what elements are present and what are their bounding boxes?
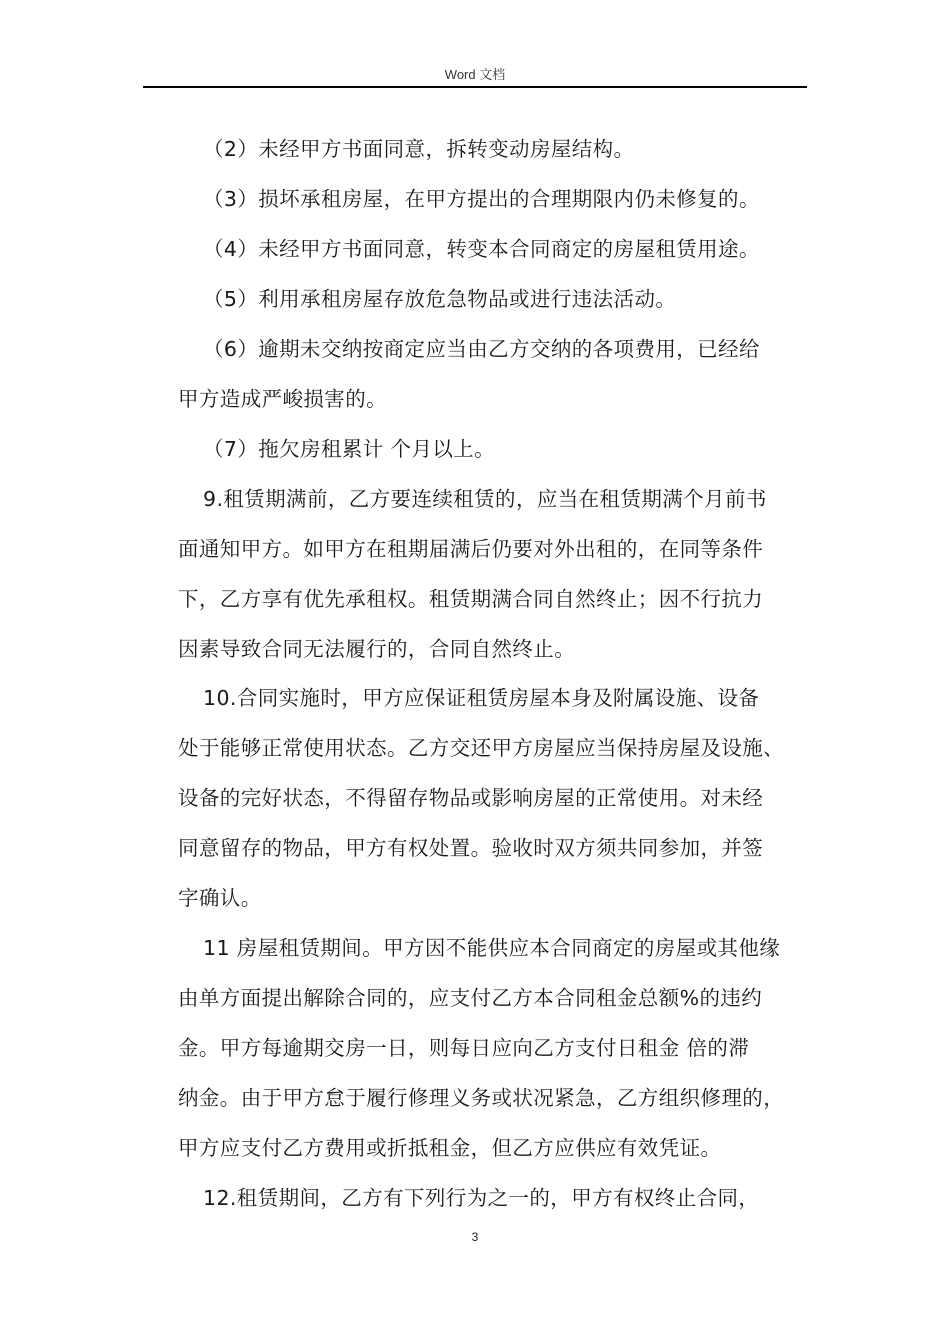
paragraph-line: （6）逾期未交纳按商定应当由乙方交纳的各项费用，已经给 [203,337,760,361]
paragraph-line: 甲方应支付乙方费用或折抵租金，但乙方应供应有效凭证。 [178,1136,722,1160]
paragraph-line: （5）利用承租房屋存放危急物品或进行违法活动。 [203,287,677,311]
paragraph-line: 因素导致合同无法履行的，合同自然终止。 [178,637,576,661]
paragraph-line: （2）未经甲方书面同意，拆转变动房屋结构。 [203,137,635,161]
paragraph-line: 设备的完好状态，不得留存物品或影响房屋的正常使用。对未经 [178,786,764,810]
paragraph-line: 12.租赁期间，乙方有下列行为之一的，甲方有权终止合同， [203,1186,760,1210]
paragraph-line: （7）拖欠房租累计 个月以上。 [203,437,496,461]
paragraph-line: 字确认。 [178,886,262,910]
paragraph-line: 由单方面提出解除合同的，应支付乙方本合同租金总额%的违约 [178,986,763,1010]
paragraph-line: 11 房屋租赁期间。甲方因不能供应本合同商定的房屋或其他缘 [203,936,781,960]
paragraph-line: 9.租赁期满前，乙方要连续租赁的，应当在租赁期满个月前书 [203,487,767,511]
paragraph-line: （3）损坏承租房屋，在甲方提出的合理期限内仍未修复的。 [203,187,760,211]
paragraph-line: 同意留存的物品，甲方有权处置。验收时双方须共同参加，并签 [178,836,764,860]
page-header: Word 文档 [444,67,506,82]
paragraph-line: 纳金。由于甲方怠于履行修理义务或状况紧急，乙方组织修理的， [178,1086,785,1110]
paragraph-line: 10.合同实施时，甲方应保证租赁房屋本身及附属设施、设备 [203,686,760,710]
paragraph-line: 处于能够正常使用状态。乙方交还甲方房屋应当保持房屋及设施、 [178,736,785,760]
paragraph-line: 甲方造成严峻损害的。 [178,387,387,411]
paragraph-line: 下，乙方享有优先承租权。租赁期满合同自然终止；因不行抗力 [178,587,764,611]
paragraph-line: （4）未经甲方书面同意，转变本合同商定的房屋租赁用途。 [203,237,760,261]
header-divider [143,86,807,88]
paragraph-line: 金。甲方每逾期交房一日，则每日应向乙方支付日租金 倍的滞 [178,1036,750,1060]
paragraph-line: 面通知甲方。如甲方在租期届满后仍要对外出租的，在同等条件 [178,537,764,561]
page-number: 3 [471,1230,479,1244]
